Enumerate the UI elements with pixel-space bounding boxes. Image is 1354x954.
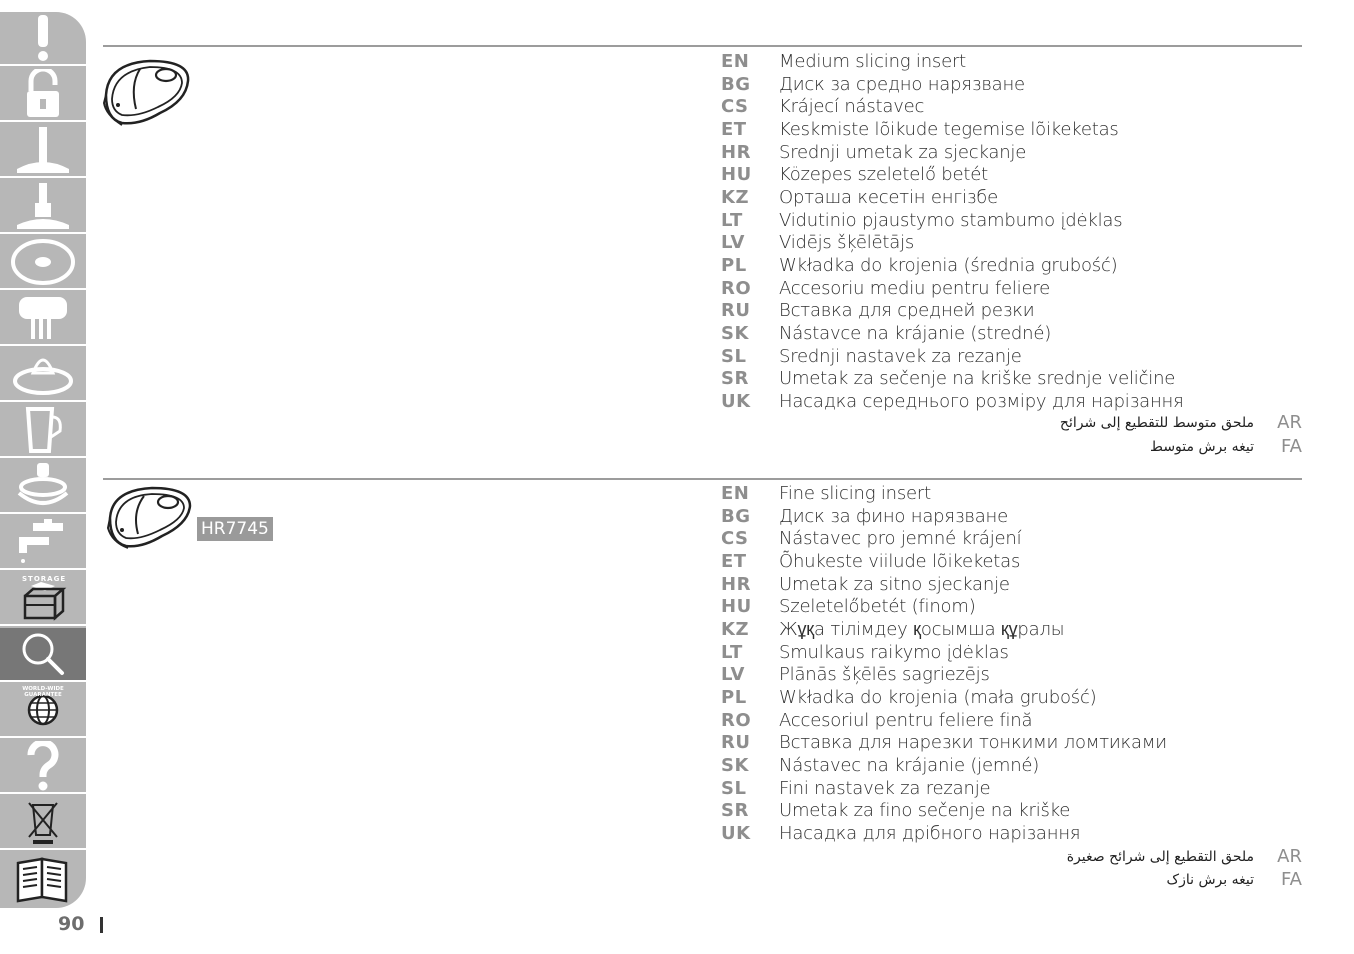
language-code: BG <box>721 505 751 527</box>
translation-text: تیغه برش نازک <box>1166 871 1254 888</box>
page-number-divider <box>100 917 103 933</box>
language-code: UK <box>721 823 751 845</box>
language-code: HU <box>721 164 752 186</box>
tab-bin[interactable] <box>0 796 86 850</box>
medium-slicing-insert-icon <box>100 55 194 131</box>
sidebar-tab-strip <box>0 12 86 908</box>
list-item <box>721 686 1281 709</box>
tab-jug[interactable] <box>0 404 86 458</box>
translation-text: Umetak za fino sečenje na kriške <box>779 800 1071 822</box>
translation-text: ملحق التقطيع إلى شرائح صغيرة <box>1066 848 1254 865</box>
language-code: KZ <box>721 618 749 640</box>
tab-book[interactable] <box>0 852 86 906</box>
mixer-icon <box>13 293 73 343</box>
tab-blade[interactable] <box>0 124 86 178</box>
translation-text: Srednji umetak za sjeckanje <box>779 141 1027 163</box>
language-code: HR <box>721 573 751 595</box>
language-code: RU <box>721 732 751 754</box>
translation-text: Fine slicing insert <box>779 482 931 504</box>
language-code: RU <box>721 300 751 322</box>
language-code: EN <box>721 50 750 72</box>
language-code: BG <box>721 73 751 95</box>
tab-assembly[interactable] <box>0 460 86 514</box>
list-item <box>721 390 1281 413</box>
language-code: AR <box>1277 412 1302 433</box>
section-divider <box>103 45 1302 47</box>
list-item <box>721 186 1281 209</box>
language-code: HU <box>721 596 752 618</box>
list-item <box>721 527 1281 550</box>
translation-text: Fini nastavek za rezanje <box>779 777 991 799</box>
list-item <box>721 322 1281 345</box>
language-code: PL <box>721 255 747 277</box>
translation-text: Вставка для нарезки тонкими ломтиками <box>779 732 1167 754</box>
translation-text: Вставка для средней резки <box>779 300 1035 322</box>
tab-citrus-press[interactable] <box>0 348 86 402</box>
language-list-medium <box>721 50 1281 413</box>
rtl-list-item <box>1067 846 1302 867</box>
tab-magnifier[interactable] <box>0 628 86 682</box>
list-item <box>721 209 1281 232</box>
language-code: FA <box>1280 869 1302 890</box>
language-code: CS <box>721 96 749 118</box>
translation-text: Насадка для дрібного нарізання <box>779 823 1081 845</box>
section-divider <box>103 478 1302 480</box>
translation-text: Nástavec na krájanie (jemné) <box>779 755 1040 777</box>
list-item <box>721 709 1281 732</box>
disc-icon <box>11 237 75 287</box>
translation-text: Umetak za sečenje na kriške srednje veličine <box>779 368 1176 390</box>
list-item <box>721 573 1281 596</box>
fine-slicing-insert-icon <box>104 484 196 552</box>
translation-text: Wkładka do krojenia (mała grubość) <box>779 687 1097 709</box>
translation-text: Vidutinio pjaustymo stambumo įdėklas <box>779 209 1123 231</box>
language-code: EN <box>721 482 750 504</box>
list-item <box>721 641 1281 664</box>
tab-unlock[interactable] <box>0 68 86 122</box>
translation-text: Насадка середнього розміру для нарізання <box>779 391 1184 413</box>
language-code: LV <box>721 232 745 254</box>
model-badge: HR7745 <box>197 517 273 541</box>
language-code: ET <box>721 550 747 572</box>
language-code: HR <box>721 141 751 163</box>
translation-text: Wkładka do krojenia (średnia grubość) <box>779 255 1118 277</box>
language-code: LT <box>721 641 743 663</box>
language-code: RO <box>721 277 752 299</box>
list-item <box>721 822 1281 845</box>
translation-text: Szeletelőbetét (finom) <box>779 596 976 618</box>
page-number: 90 <box>58 913 85 935</box>
translation-text: Keskmiste lõikude tegemise lõikeketas <box>779 118 1119 140</box>
language-code: SL <box>721 345 747 367</box>
translation-text: Smulkaus raikymo įdėklas <box>779 641 1009 663</box>
language-code: SR <box>721 800 749 822</box>
guarantee-label: WORLD-WIDE GUARANTEE <box>22 686 64 698</box>
list-item <box>721 232 1281 255</box>
rtl-list-item <box>1150 436 1302 457</box>
translation-text: ملحق متوسط للتقطيع إلى شرائح <box>1059 414 1254 431</box>
list-item <box>721 300 1281 323</box>
tab-storage[interactable] <box>0 572 86 626</box>
translation-text: Krájecí nástavec <box>779 96 925 118</box>
list-item <box>721 277 1281 300</box>
list-item <box>721 118 1281 141</box>
translation-text: Umetak za sitno sjeckanje <box>779 573 1010 595</box>
book-icon <box>14 855 72 903</box>
translation-text: Диск за средно нарязване <box>779 73 1025 95</box>
exclamation-icon <box>23 13 63 63</box>
list-item <box>721 368 1281 391</box>
tap-icon <box>13 517 73 567</box>
jug-icon <box>18 405 68 455</box>
assembly-icon <box>11 461 75 511</box>
translation-text: Srednji nastavek za rezanje <box>779 345 1022 367</box>
list-item <box>721 254 1281 277</box>
language-code: AR <box>1277 846 1302 867</box>
list-item <box>721 550 1281 573</box>
list-item <box>721 95 1281 118</box>
language-code: SK <box>721 755 749 777</box>
citrus-press-icon <box>11 349 75 399</box>
language-code: ET <box>721 118 747 140</box>
language-list-fine <box>721 482 1281 845</box>
rtl-list-item <box>1167 869 1302 890</box>
tab-mixer[interactable] <box>0 292 86 346</box>
bin-icon <box>23 797 63 847</box>
language-code: SL <box>721 777 747 799</box>
translation-text: Орташа кесетін енгізбе <box>779 186 998 208</box>
list-item <box>721 50 1281 73</box>
translation-text: Nástavce na krájanie (stredné) <box>779 323 1052 345</box>
tab-disc[interactable] <box>0 236 86 290</box>
list-item <box>721 505 1281 528</box>
language-code: SR <box>721 368 749 390</box>
language-code: LV <box>721 664 745 686</box>
rtl-list-item <box>1060 412 1302 433</box>
language-code: LT <box>721 209 743 231</box>
list-item <box>721 141 1281 164</box>
list-item <box>721 754 1281 777</box>
list-item <box>721 777 1281 800</box>
translation-text: Õhukeste viilude lõikeketas <box>779 550 1021 572</box>
translation-text: Medium slicing insert <box>779 50 967 72</box>
blade-icon <box>13 125 73 175</box>
language-code: UK <box>721 391 751 413</box>
list-item <box>721 595 1281 618</box>
tab-question[interactable] <box>0 740 86 794</box>
list-item <box>721 73 1281 96</box>
storage-label: STORAGE <box>22 575 67 583</box>
magnifier-icon <box>18 629 68 679</box>
list-item <box>721 618 1281 641</box>
translation-text: Диск за фино нарязване <box>779 505 1008 527</box>
translation-text: Жұқа тілімдеу қосымша құралы <box>779 618 1065 640</box>
language-code: KZ <box>721 186 749 208</box>
list-item <box>721 732 1281 755</box>
list-item <box>721 664 1281 687</box>
translation-text: Vidējs šķēlētājs <box>779 232 915 254</box>
translation-text: Közepes szeletelő betét <box>779 164 988 186</box>
tab-dough-blade[interactable] <box>0 180 86 234</box>
tab-tap[interactable] <box>0 516 86 570</box>
translation-text: Accesoriu mediu pentru feliere <box>779 277 1051 299</box>
dough-blade-icon <box>13 181 73 231</box>
unlock-icon <box>21 69 65 119</box>
translation-text: Accesoriul pentru feliere fină <box>779 709 1033 731</box>
translation-text: Nástavec pro jemné krájení <box>779 528 1022 550</box>
language-code: RO <box>721 709 752 731</box>
translation-text: تیغه برش متوسط <box>1150 438 1254 455</box>
translation-text: Plānās šķēlēs sagriezējs <box>779 664 990 686</box>
language-code: CS <box>721 528 749 550</box>
list-item <box>721 163 1281 186</box>
language-code: FA <box>1280 436 1302 457</box>
list-item <box>721 345 1281 368</box>
language-code: PL <box>721 687 747 709</box>
question-icon <box>23 741 63 791</box>
list-item <box>721 800 1281 823</box>
tab-exclamation[interactable] <box>0 12 86 66</box>
language-code: SK <box>721 323 749 345</box>
list-item <box>721 482 1281 505</box>
tab-guarantee[interactable] <box>0 684 86 738</box>
